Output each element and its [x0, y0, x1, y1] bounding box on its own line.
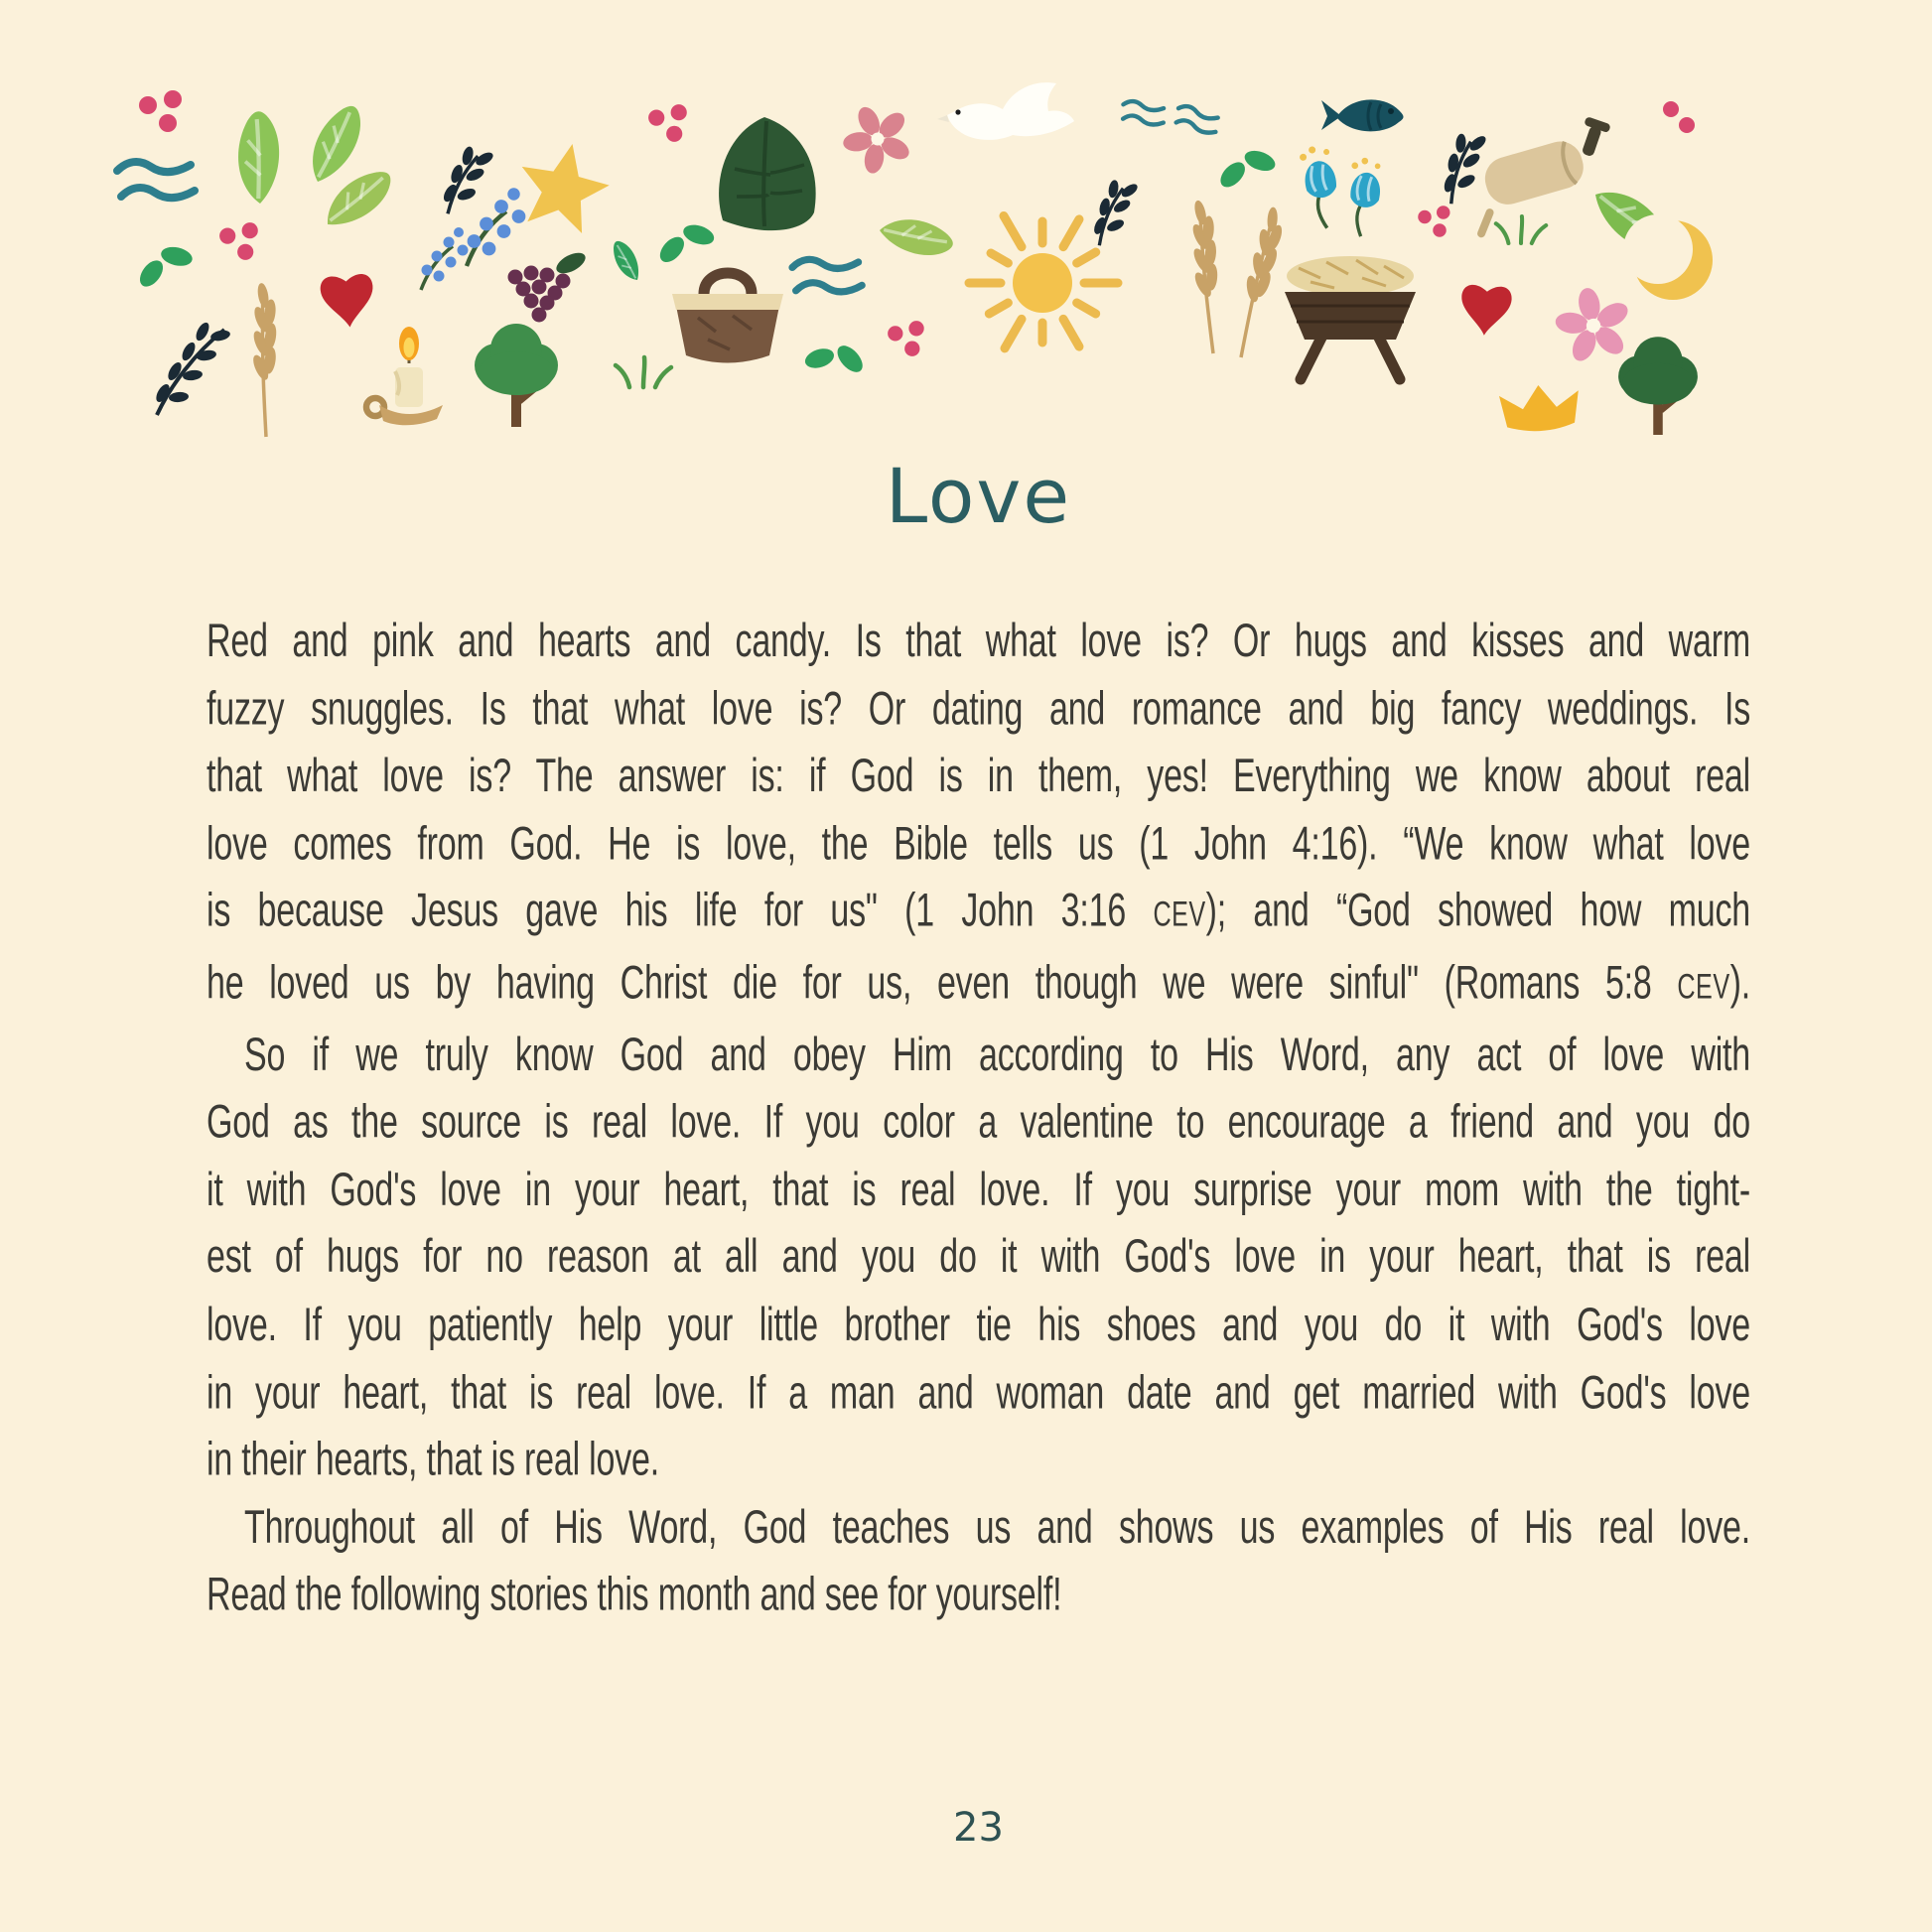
- flower-spray-icon: [421, 227, 469, 290]
- chapter-title: Love: [885, 452, 1072, 540]
- waves-icon: [792, 259, 862, 291]
- body-line: love comes from God. He is love, the Bible tells us (1 John 4:16). “We know what love: [207, 817, 1750, 871]
- pink-dots-icon: [139, 90, 182, 132]
- leaf-pair-icon: [128, 237, 201, 294]
- fish-icon: [1321, 99, 1404, 131]
- flower-spray-icon: [467, 188, 525, 266]
- body-line: est of hugs for no reason at all and you do it with God's love in your heart, that is real: [207, 1230, 1750, 1284]
- body-line: fuzzy snuggles. Is that what love is? Or dating and romance and big fancy weddings. Is: [207, 682, 1750, 736]
- star-icon: [511, 135, 617, 237]
- sprig-icon: [434, 141, 502, 213]
- grapes-icon: [508, 248, 589, 322]
- waves-icon: [117, 162, 195, 198]
- leaf-pair-icon: [798, 329, 873, 389]
- decorative-header-band: [0, 0, 1932, 477]
- basket-icon: [672, 273, 783, 363]
- body-line: God as the source is real love. If you color a valentine to encourage a friend and you do: [207, 1095, 1750, 1149]
- sprig-icon: [1081, 174, 1151, 246]
- waves-icon: [1173, 103, 1220, 135]
- body-line: that what love is? The answer is: if God is in them, yes! Everything we know about real: [207, 750, 1750, 803]
- pink-dots-icon: [219, 222, 258, 260]
- pink-dots-icon: [1663, 101, 1695, 133]
- body-line: Throughout all of His Word, God teaches us and shows us examples of His real love.: [244, 1500, 1750, 1555]
- body-line: Red and pink and hearts and candy. Is that what love is? Or hugs and kisses and warm: [207, 615, 1750, 668]
- tulip-icon: [1299, 144, 1342, 230]
- body-line: love. If you patiently help your little brother tie his shoes and you do it with God's love: [207, 1298, 1750, 1351]
- leaf-icon: [612, 238, 640, 283]
- tree-icon: [475, 324, 558, 427]
- body-line: he loved us by having Christ die for us, even though we were sinful" (Romans 5:8 CEV).: [207, 956, 1750, 1010]
- olive-branch-icon: [154, 321, 231, 415]
- berries-icon: [888, 321, 924, 356]
- page-number: 23: [953, 1805, 1004, 1851]
- body-line: Read the following stories this month and see for yourself!: [207, 1568, 1062, 1622]
- heart-icon: [320, 273, 376, 330]
- grass-icon: [1496, 216, 1546, 243]
- dove-icon: [937, 82, 1074, 140]
- flower-icon: [836, 99, 918, 179]
- waves-icon: [1121, 99, 1167, 126]
- body-text: [207, 608, 1750, 1629]
- moon-icon: [1623, 214, 1713, 300]
- leaf-pair-icon: [1212, 143, 1282, 193]
- body-line: in your heart, that is real love. If a man and woman date and get married with God's love: [207, 1365, 1750, 1419]
- sun-icon: [969, 215, 1118, 347]
- pink-dots-icon: [648, 104, 687, 142]
- tree-icon: [1618, 337, 1698, 435]
- crown-icon: [1498, 382, 1581, 433]
- wheat-icon: [1180, 199, 1238, 354]
- tulip-icon: [1344, 156, 1384, 237]
- wheat-icon: [1234, 205, 1287, 360]
- leaf-icon: [317, 168, 400, 229]
- leaf-pair-icon: [650, 216, 721, 268]
- leaf-icon: [293, 101, 377, 186]
- leaf-icon: [877, 204, 956, 270]
- body-line: is because Jesus gave his life for us" (1 John 3:16 CEV); and “God showed how much: [207, 885, 1750, 938]
- body-line: So if we truly know God and obey Him according to His Word, any act of love with: [244, 1028, 1750, 1081]
- leaf-icon: [223, 108, 293, 206]
- grass-icon: [616, 357, 671, 387]
- pink-dots-icon: [1418, 206, 1449, 237]
- wheat-icon: [243, 282, 290, 438]
- big-leaf-icon: [719, 117, 816, 230]
- oil-lamp-icon: [366, 327, 443, 425]
- manger-icon: [1285, 256, 1416, 379]
- heart-icon: [1459, 284, 1513, 337]
- body-line: it with God's love in your heart, that is real love. If you surprise your mom with the tight-: [207, 1163, 1750, 1216]
- body-line: in their hearts, that is real love.: [207, 1433, 660, 1486]
